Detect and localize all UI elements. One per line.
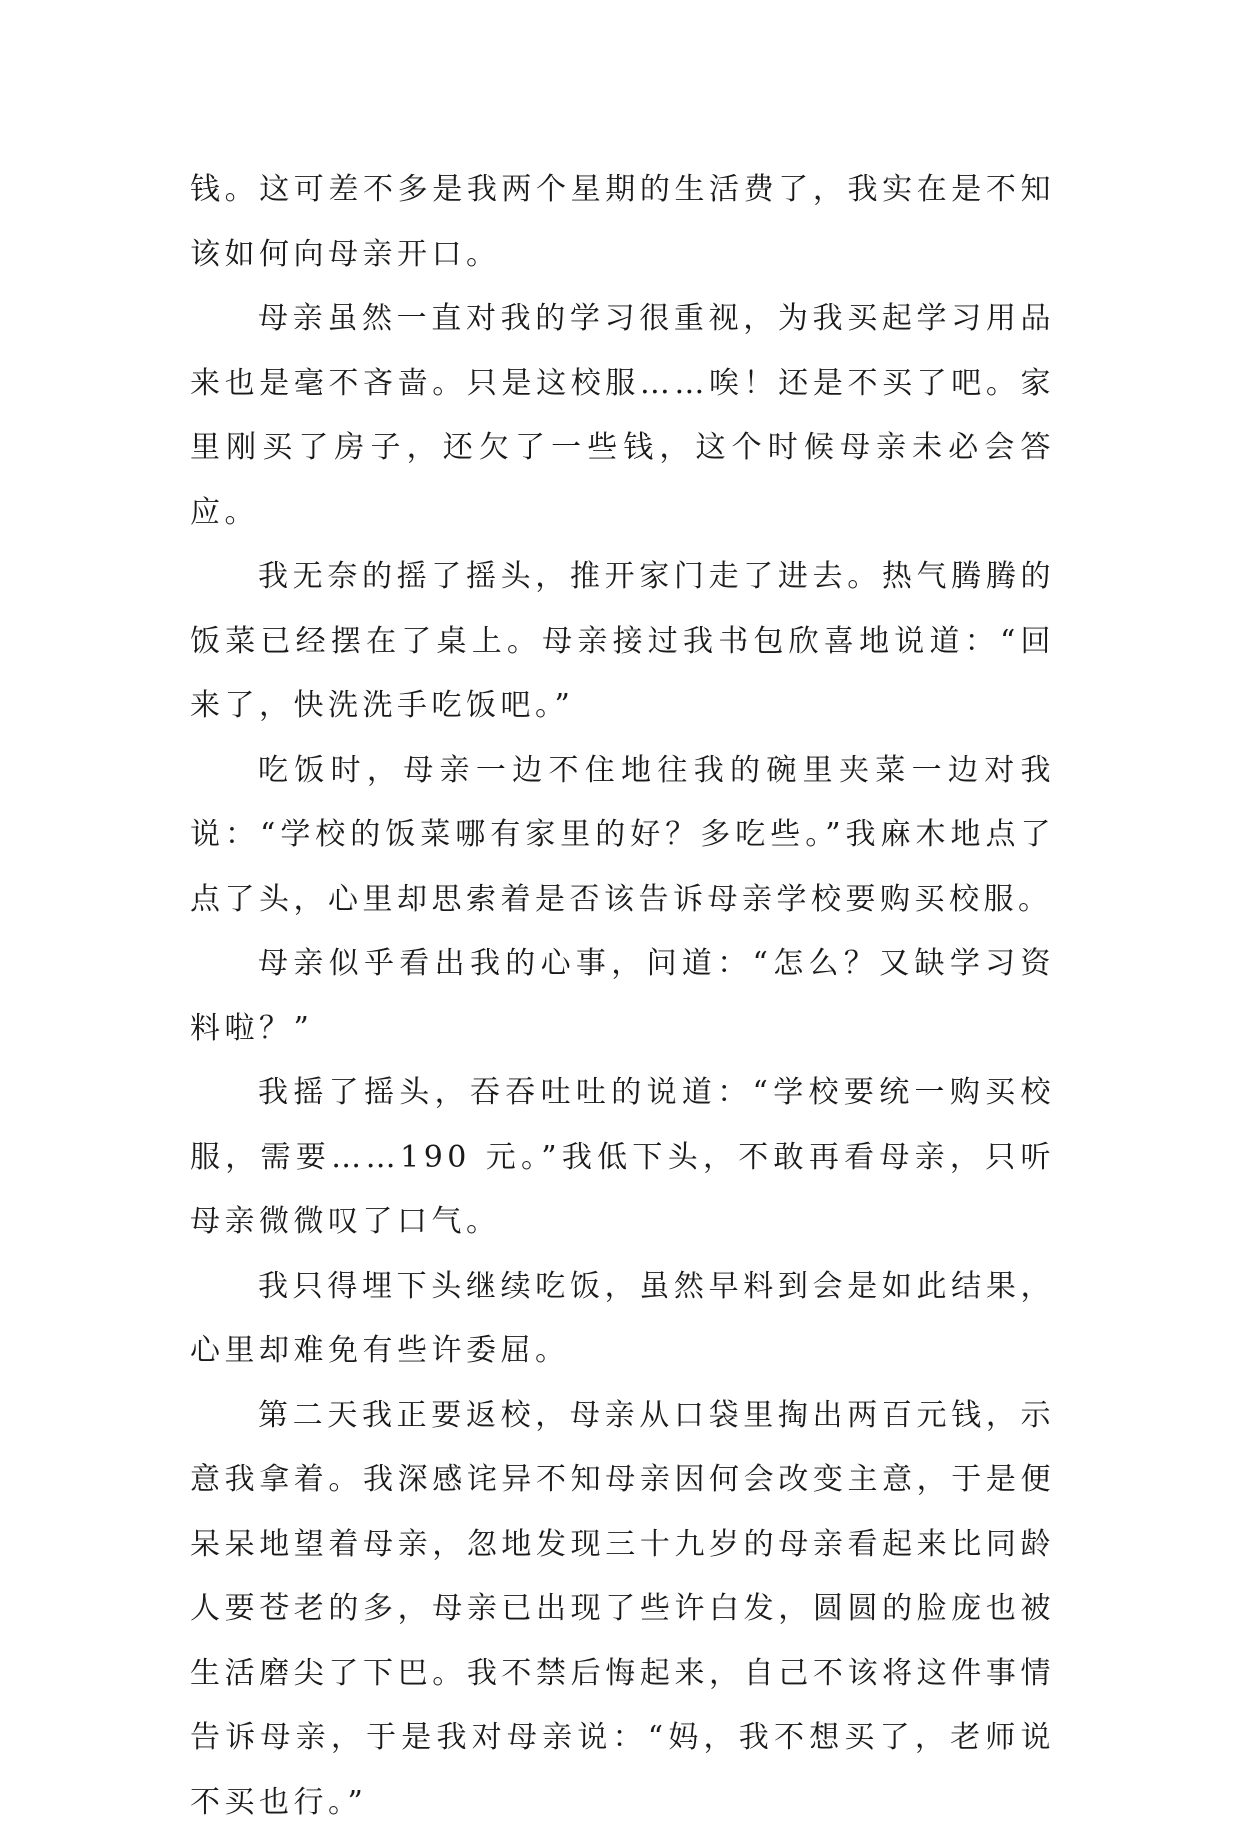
paragraph: 吃饭时，母亲一边不住地往我的碗里夹菜一边对我说：“学校的饭菜哪有家里的好？多吃些。”我麻木地点了点了头，心里却思索着是否该告诉母亲学校要购买校服。 bbox=[190, 739, 1055, 933]
paragraph: 我无奈的摇了摇头，推开家门走了进去。热气腾腾的饭菜已经摆在了桌上。母亲接过我书包欣喜地说道：“回来了，快洗洗手吃饭吧。” bbox=[190, 545, 1055, 739]
document-page bbox=[190, 158, 1055, 1835]
paragraph: 母亲虽然一直对我的学习很重视，为我买起学习用品来也是毫不吝啬。只是这校服……唉！还是不买了吧。家里刚买了房子，还欠了一些钱，这个时候母亲未必会答应。 bbox=[190, 287, 1055, 545]
paragraph: 第二天我正要返校，母亲从口袋里掏出两百元钱，示意我拿着。我深感诧异不知母亲因何会改变主意，于是便呆呆地望着母亲，忽地发现三十九岁的母亲看起来比同龄人要苍老的多，母亲已出现了些许白发，圆圆的脸庞也被生活磨尖了下巴。我不禁后悔起来，自己不该将这件事情告诉母亲，于是我对母亲说：“妈，我不想买了，老师说不买也行。” bbox=[190, 1384, 1055, 1835]
paragraph: 我摇了摇头，吞吞吐吐的说道：“学校要统一购买校服，需要……190 元。”我低下头，不敢再看母亲，只听母亲微微叹了口气。 bbox=[190, 1061, 1055, 1255]
paragraph: 我只得埋下头继续吃饭，虽然早料到会是如此结果，心里却难免有些许委屈。 bbox=[190, 1255, 1055, 1384]
paragraph-continuation: 钱。这可差不多是我两个星期的生活费了，我实在是不知该如何向母亲开口。 bbox=[190, 158, 1055, 287]
paragraph: 母亲似乎看出我的心事，问道：“怎么？又缺学习资料啦？” bbox=[190, 932, 1055, 1061]
